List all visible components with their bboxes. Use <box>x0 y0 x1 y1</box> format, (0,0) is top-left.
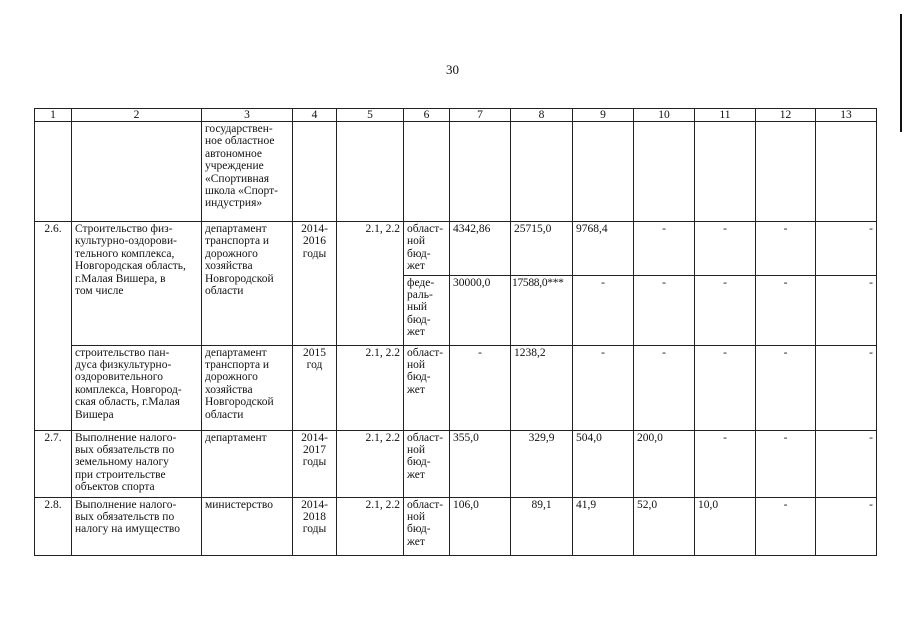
cell-9: 9768,4 <box>573 222 634 276</box>
cell-num <box>35 122 72 222</box>
header-cell: 3 <box>202 109 293 122</box>
cell-agency: департамент транспорта и дорожного хозяйства Новгородской области <box>202 222 293 346</box>
cell-7: 106,0 <box>450 497 511 555</box>
header-cell: 7 <box>450 109 511 122</box>
header-row <box>35 109 877 122</box>
cell-10: 52,0 <box>634 497 695 555</box>
cell-9: - <box>573 345 634 430</box>
header-cell: 4 <box>293 109 337 122</box>
header-cell: 11 <box>695 109 756 122</box>
header-cell: 12 <box>756 109 816 122</box>
cell-name <box>72 122 202 222</box>
cell-name: строительство пан- дуса физкультурно- оздоровительного комплекса, Новгород- ская область, г.Малая Вишера <box>72 345 202 430</box>
cell-tasks <box>337 122 404 222</box>
cell-8: 89,1 <box>511 497 573 555</box>
cell-8: 1238,2 <box>511 345 573 430</box>
program-table <box>34 108 877 556</box>
cell-13: - <box>816 497 877 555</box>
cell-7: - <box>450 345 511 430</box>
cell-num: 2.8. <box>35 497 72 555</box>
cell-13 <box>816 122 877 222</box>
cell-11: - <box>695 345 756 430</box>
cell-tasks: 2.1, 2.2 <box>337 222 404 346</box>
cell-12: - <box>756 222 816 276</box>
cell-11: - <box>695 222 756 276</box>
cell-source: област- ной бюд- жет <box>404 345 450 430</box>
cell-11: - <box>695 430 756 497</box>
cell-8: 25715,0 <box>511 222 573 276</box>
table-row <box>35 345 877 430</box>
cell-years: 2014- 2017 годы <box>293 430 337 497</box>
header-cell: 10 <box>634 109 695 122</box>
cell-source: област- ной бюд- жет <box>404 497 450 555</box>
cell-num: 2.6. <box>35 222 72 431</box>
table-row <box>35 497 877 555</box>
cell-num: 2.7. <box>35 430 72 497</box>
cell-9: - <box>573 275 634 345</box>
cell-tasks: 2.1, 2.2 <box>337 497 404 555</box>
cell-agency: министерство <box>202 497 293 555</box>
cell-years <box>293 122 337 222</box>
cell-agency: департамент <box>202 430 293 497</box>
header-cell: 2 <box>72 109 202 122</box>
cell-13: - <box>816 222 877 276</box>
cell-10 <box>634 122 695 222</box>
cell-11: 10,0 <box>695 497 756 555</box>
header-cell: 5 <box>337 109 404 122</box>
page-number: 30 <box>446 62 459 77</box>
cell-9 <box>573 122 634 222</box>
cell-8: 17588,0*** <box>511 275 573 345</box>
cell-12 <box>756 122 816 222</box>
cell-agency: государствен- ное областное автономное учреждение «Спортивная школа «Спорт- индустрия» <box>202 122 293 222</box>
cell-8 <box>511 122 573 222</box>
cell-years: 2014- 2016 годы <box>293 222 337 346</box>
cell-tasks: 2.1, 2.2 <box>337 345 404 430</box>
cell-12: - <box>756 497 816 555</box>
cell-name: Выполнение налого- вых обязательств по земельному налогу при строительстве объектов спорта <box>72 430 202 497</box>
cell-source: област- ной бюд- жет <box>404 222 450 276</box>
cell-13: - <box>816 275 877 345</box>
header-cell: 1 <box>35 109 72 122</box>
cell-7: 30000,0 <box>450 275 511 345</box>
cell-10: - <box>634 345 695 430</box>
header-cell: 8 <box>511 109 573 122</box>
cell-years: 2014- 2018 годы <box>293 497 337 555</box>
cell-7: 4342,86 <box>450 222 511 276</box>
cell-10: - <box>634 275 695 345</box>
header-cell: 9 <box>573 109 634 122</box>
cell-11: - <box>695 275 756 345</box>
cell-source <box>404 122 450 222</box>
cell-12: - <box>756 275 816 345</box>
cell-agency: департамент транспорта и дорожного хозяйства Новгородской области <box>202 345 293 430</box>
cell-years: 2015 год <box>293 345 337 430</box>
cell-11 <box>695 122 756 222</box>
cell-10: 200,0 <box>634 430 695 497</box>
cell-source: област- ной бюд- жет <box>404 430 450 497</box>
cell-7: 355,0 <box>450 430 511 497</box>
cell-7 <box>450 122 511 222</box>
cell-name: Строительство физ- культурно-оздорови- тельного комплекса, Новгородская область, г.Малая Вишера, в том числе <box>72 222 202 346</box>
table-row <box>35 122 877 222</box>
cell-12: - <box>756 430 816 497</box>
cell-12: - <box>756 345 816 430</box>
margin-line <box>900 14 902 132</box>
cell-9: 41,9 <box>573 497 634 555</box>
cell-name: Выполнение налого- вых обязательств по налогу на имущество <box>72 497 202 555</box>
header-cell: 6 <box>404 109 450 122</box>
cell-9: 504,0 <box>573 430 634 497</box>
table-row <box>35 222 877 276</box>
header-cell: 13 <box>816 109 877 122</box>
cell-8: 329,9 <box>511 430 573 497</box>
cell-10: - <box>634 222 695 276</box>
cell-13: - <box>816 345 877 430</box>
cell-tasks: 2.1, 2.2 <box>337 430 404 497</box>
cell-13: - <box>816 430 877 497</box>
cell-source: феде- раль- ный бюд- жет <box>404 275 450 345</box>
table-row <box>35 430 877 497</box>
